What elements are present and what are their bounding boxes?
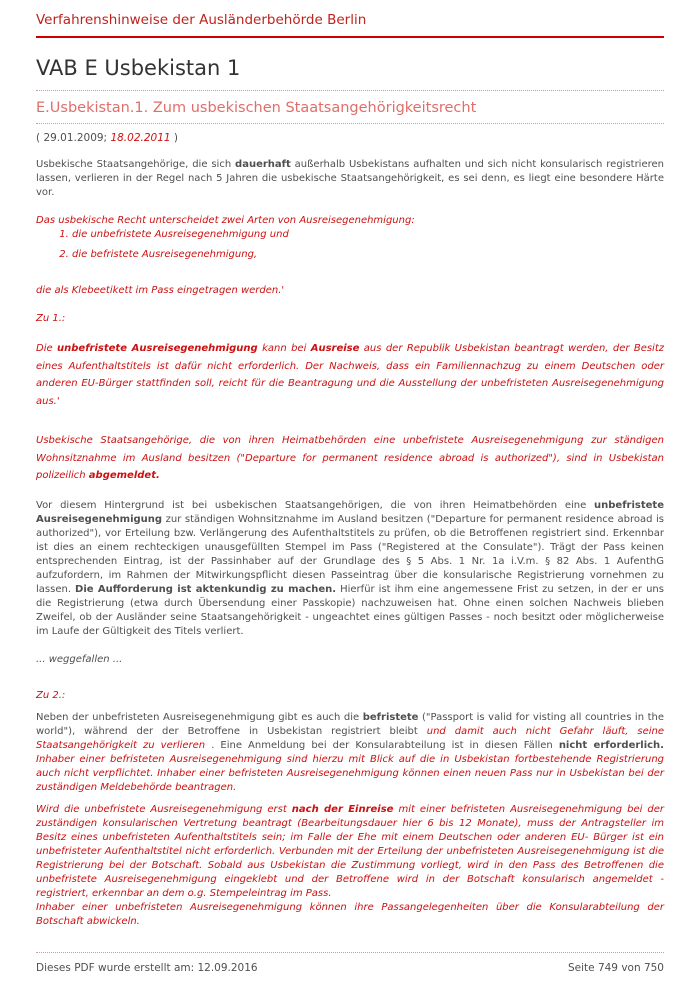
text-run: unbefristete Ausreisegenehmigung [57,343,258,354]
list-item [72,228,664,242]
text-run: Zu 2.: [36,689,66,701]
paragraph [36,158,664,200]
text-run: die befristete Ausreisegenehmigung, [72,249,258,260]
date-updated: 18.02.2011 [110,132,171,144]
text-run: ... weggefallen ... [36,653,123,665]
text-run: ("Passport is valid for visting all countries in the world"), während der der Betroffene in Usbekistan registriert bleibt [36,711,664,737]
text-run: Die Aufforderung ist aktenkundig zu machen. [75,583,337,595]
text-run: Hierfür ist ihm eine angemessene Frist zu setzen, in der er uns die Registrierung (etwa durch Übersendung einer Passkopie) nachzuweisen hat. Ohne einen solchen Nachweis blieben Zweifel, ob der Ausländer seine Staatsangehörigkeit - ungeachtet eines gültigen Passes - noch besitzt oder möglicherweise im Laufe der Gültigkeit des Titels verliert. [36,583,664,637]
text-run: Vor diesem Hintergrund ist bei usbekischen Staatsangehörigen, die von ihren Heimatbehörden eine [36,499,595,511]
text-run: nicht erforderlich. [558,739,664,751]
paragraph [36,901,664,929]
paragraph [36,803,664,901]
text-run: die als Klebeetikett im Pass eingetragen werden.' [36,285,285,296]
text-run: Usbekische Staatsangehörige, die sich [36,159,236,170]
footer-page-number: Seite 749 von 750 [567,962,664,974]
text-run: und damit auch nicht Gefahr läuft, seine Staatsangehörigkeit zu verlieren [36,725,664,751]
paragraph [36,499,664,639]
text-run: dauerhaft [235,159,291,170]
paragraph [36,284,664,298]
footer-created-text: Dieses PDF wurde erstellt am: 12.09.2016 [36,962,258,974]
page-title: VAB E Usbekistan 1 [36,56,664,91]
date-open: ( [36,132,44,144]
section-heading: E.Usbekistan.1. Zum usbekischen Staatsangehörigkeitsrecht [36,100,664,124]
paragraph [36,711,664,795]
text-run: Neben der unbefristeten Ausreisegenehmigung gibt es auch die [36,711,363,723]
numbered-list [36,228,664,262]
text-run: mit einer befristeten Ausreisegenehmigung bei der zuständigen konsularischen Vertretung beantragt (Bearbeitungsdauer hier 6 bis 12 Monate), muss der Antragsteller im Besitz eines unbefristeten Aufenthaltstitels sein; im Falle der Ehe mit einem Deutschen oder anderen EU- Bürger ist ein unbefristeter Aufenthaltstitel nicht erforderlich. Verbunden mit der Erteilung der unbefristeten Ausreisegenehmigung ist die Registrierung bei der Botschaft. Sobald aus Usbekistan die Zustimmung vorliegt, wird in den Pass des Betroffenen die unbefristete Ausreisegenehmigung eingeklebt und der Betroffene wird in der Botschaft konsularisch angemeldet - registriert, erkennbar an dem o.g. Stempeleintrag im Pass. [36,803,664,899]
text-run: unbefristete Ausreisegenehmigung [36,499,664,525]
text-run: abgemeldet. [88,470,160,481]
date-close: ) [170,132,178,144]
date-line [36,132,664,144]
text-run: Inhaber einer befristeten Ausreisegenehmigung sind hierzu mit Blick auf die in Usbekistan fortbestehende Registrierung auch nicht verpflichtet. Inhaber einer befristeten Ausreisegenehmigung können einen neuen Pass nur in Usbekistan bei der zuständigen Meldebehörde beantragen. [36,753,664,793]
text-run: Das usbekische Recht unterscheidet zwei Arten von Ausreisegenehmigung: [36,215,415,226]
text-run: außerhalb Usbekistans aufhalten und sich nicht konsularisch registrieren lassen, verlieren in der Regel nach 5 Jahren die usbekische Staatsangehörigkeit, es sei denn, es liegt eine besondere Härte vor. [36,159,664,198]
text-run: Usbekische Staatsangehörige, die von ihren Heimatbehörden eine unbefristete Ausreisegenehmigung zur ständigen Wohnsitznahme im Ausland besitzen ("Departure for permanent residence abroad is authorized"), sind in Usbekistan polizeilich [36,435,664,481]
text-run: nach der Einreise [291,803,394,815]
text-run: zur ständigen Wohnsitznahme im Ausland besitzen ("Departure for permanent residence abroad is authorized"), vor Erteilung bzw. Verlängerung des Aufenthaltstitels zu prüfen, ob die Betroffenen registriert sind. Erkennbar ist dies an einem rechteckigen unausgefüllten Stempel im Pass ("Registered at the Consulate"). Trägt der Pass keinen entsprechenden Eintrag, ist der Passinhaber auf der Grundlage des § 5 Abs. 1 Nr. 1a i.V.m. § 82 Abs. 1 AufenthG aufzufordern, im Rahmen der Mitwirkungspflicht diesen Passeintrag über die konsularische Registrierung vornehmen zu lassen. [36,513,664,595]
page-footer [36,952,664,990]
text-run: Die [36,343,58,354]
text-run: die unbefristete Ausreisegenehmigung und [72,229,289,240]
text-run: befristete [362,711,419,723]
text-run: Inhaber einer unbefristeten Ausreisegenehmigung können ihre Passangelegenheiten über die Konsularabteilung der Botschaft abwickeln. [36,901,664,927]
site-header-title: Verfahrenshinweise der Ausländerbehörde Berlin [36,12,664,38]
paragraph [36,689,664,703]
paragraph [36,653,664,667]
paragraph [36,432,664,485]
text-run: Zu 1.: [36,313,66,324]
text-run: Ausreise [310,343,360,354]
paragraph [36,340,664,410]
document-body [36,158,664,929]
text-run: . Eine Anmeldung bei der Konsularabteilung ist in diesen Fällen [205,739,559,751]
list-item [72,248,664,262]
date-created: 29.01.2009; [43,132,111,144]
paragraph [36,214,664,228]
paragraph [36,312,664,326]
text-run: kann bei [257,343,311,354]
text-run: Wird die unbefristete Ausreisegenehmigung erst [36,803,292,815]
text-run: aus der Republik Usbekistan beantragt werden, der Besitz eines Aufenthaltstitels ist dafür nicht erforderlich. Der Nachweis, dass ein Familiennachzug zu einem Deutschen oder anderen EU-Bürger stattfinden soll, reicht für die Beantragung und die Ausstellung der unbefristeten Ausreisegenehmigung aus.' [36,343,665,407]
